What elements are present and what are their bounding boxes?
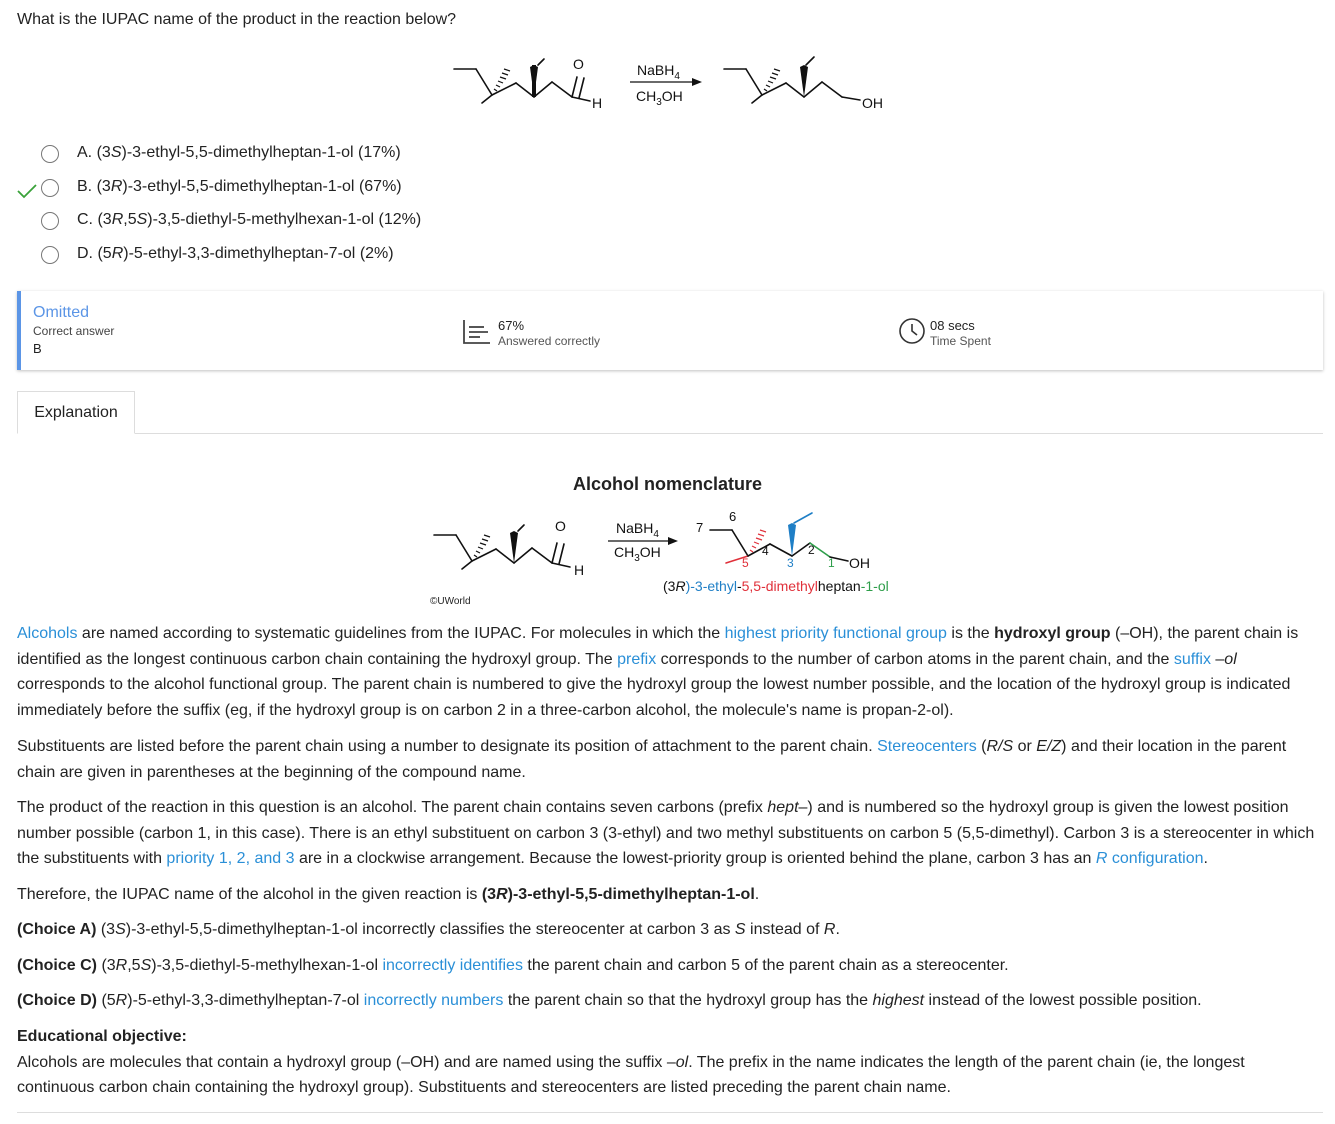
tab-explanation[interactable]: Explanation: [17, 391, 135, 434]
correct-answer-value: B: [33, 341, 42, 356]
reaction-scheme: [440, 45, 900, 125]
reagent-bottom: $CH_3OH$: [636, 88, 683, 108]
choice-c[interactable]: [17, 207, 717, 241]
choice-a-explanation: (Choice A) (3S)-3-ethyl-5,5-dimethylheptan-1-ol incorrectly classifies the stereocenter at carbon 3 as S instead of R.: [17, 921, 840, 938]
link-prefix[interactable]: prefix: [617, 650, 657, 668]
correct-check-icon: [17, 183, 37, 199]
question-text: What is the IUPAC name of the product in the reaction below?: [17, 11, 457, 28]
nomenclature-figure: [420, 505, 940, 595]
carbon-number-7: 7: [696, 520, 704, 535]
link-alcohols[interactable]: Alcohols: [17, 625, 78, 642]
choice-d[interactable]: [17, 241, 717, 275]
choice-d-explanation: (Choice D) (5R)-5-ethyl-3,3-dimethylheptan-7-ol incorrectly numbers the parent chain so that the hydroxyl group has the highest instead of the lowest possible position.: [17, 992, 1202, 1009]
carbon-number-4: 4: [762, 544, 769, 558]
fig-aldehyde-o: O: [555, 518, 566, 534]
bar-chart-icon: [462, 318, 492, 346]
product-oh-label: OH: [862, 95, 883, 111]
radio-button[interactable]: [41, 179, 59, 197]
answer-choices: [17, 140, 717, 274]
link-stereocenters[interactable]: Stereocenters: [877, 738, 977, 755]
time-spent-label: Time Spent: [930, 334, 991, 348]
reagent-top: NaBH$_4$: [637, 62, 680, 82]
choice-b[interactable]: [17, 174, 717, 208]
stats-bar: [17, 291, 1323, 370]
percent-correct-label: Answered correctly: [498, 334, 601, 348]
correct-answer-label: Correct answer: [33, 324, 115, 338]
choice-label[interactable]: B. (3R)-3-ethyl-5,5-dimethylheptan-1-ol (67%): [77, 177, 402, 195]
aldehyde-o-label: O: [573, 56, 584, 72]
choice-label[interactable]: C. (3R,5S)-3,5-diethyl-5-methylhexan-1-ol (12%): [77, 211, 422, 228]
aldehyde-h-label: H: [592, 95, 603, 111]
fig-reagent-top: NaBH$_4$: [616, 520, 659, 540]
percent-correct-value: 67%: [498, 318, 525, 333]
carbon-number-2: 2: [808, 543, 815, 557]
educational-objective-heading: Educational objective:: [17, 1028, 187, 1045]
radio-button[interactable]: [41, 212, 59, 230]
link-r-configuration[interactable]: R configuration: [1095, 850, 1204, 867]
bottom-divider: [17, 1112, 1323, 1113]
clock-icon: [898, 317, 926, 345]
tab-divider: [135, 433, 1323, 434]
carbon-number-5: 5: [742, 556, 749, 570]
choice-c-explanation: (Choice C) (3R,5S)-3,5-diethyl-5-methylhexan-1-ol incorrectly identifies the parent chain and carbon 5 of the parent chain as a stereocenter.: [17, 957, 1009, 974]
figure-title: Alcohol nomenclature: [572, 474, 763, 494]
carbon-number-6: 6: [729, 509, 737, 524]
product-name: (3R)-3-ethyl-5,5-dimethylheptan-1-ol: [663, 578, 889, 594]
choice-label[interactable]: D. (5R)-5-ethyl-3,3-dimethylheptan-7-ol (2%): [77, 244, 394, 262]
copyright-label: ©UWorld: [430, 596, 471, 607]
link-priority[interactable]: priority 1, 2, and 3: [166, 850, 295, 867]
radio-button[interactable]: [41, 246, 59, 264]
link-highest-priority-group[interactable]: highest priority functional group: [724, 625, 947, 642]
reaction-arrow: [692, 78, 702, 86]
choice-label[interactable]: A. (3S)-3-ethyl-5,5-dimethylheptan-1-ol (17%): [77, 144, 401, 161]
fig-product-oh: OH: [849, 555, 870, 571]
educational-objective: Educational objective: Alcohols are molecules that contain a hydroxyl group (–OH) and are named using the suffix –ol. The prefix in the name indicates the length of the parent chain (ie, the longest continuous carbon chain containing the hydroxyl group). Substituents and stereocenters are listed preceding the parent chain name.: [17, 1028, 1245, 1096]
fig-reagent-bottom: $CH_3OH$: [614, 544, 661, 564]
carbon-number-3: 3: [787, 556, 794, 570]
explanation-paragraph-2: Substituents are listed before the parent chain using a number to designate its position of attachment to the parent chain. Stereocenters (R/S or E/Z) and their location in the parent chain are given in parentheses at the beginning of the compound name.: [17, 738, 1287, 781]
fig-aldehyde-h: H: [574, 562, 585, 578]
carbon-number-1: 1: [828, 556, 835, 570]
time-spent-value: 08 secs: [930, 318, 975, 333]
explanation-paragraph-1: Alcohols are named according to systematic guidelines from the IUPAC. For molecules in which the highest priority functional group is the hydroxyl group (–OH), the parent chain is identified as the longest continuous carbon chain containing the hydroxyl group. The prefix corresponds to the number of carbon atoms in the parent chain, and the suffix –ol corresponds to the alcohol functional group. The parent chain is numbered to give the hydroxyl group the lowest number possible, and the location of the hydroxyl group is indicated immediately before the suffix (eg, if the hydroxyl group is on carbon 2 in a three-carbon alcohol, the molecule's name is propan-2-ol).: [17, 625, 1299, 719]
link-suffix[interactable]: suffix: [1173, 650, 1211, 668]
link-incorrectly-identifies[interactable]: incorrectly identifies: [382, 957, 523, 974]
link-incorrectly-numbers[interactable]: incorrectly numbers: [363, 992, 504, 1009]
radio-button[interactable]: [41, 145, 59, 163]
fig-reaction-arrow: [668, 537, 678, 545]
status-label: Omitted: [33, 304, 90, 321]
choice-a[interactable]: [17, 140, 717, 174]
explanation-paragraph-4: Therefore, the IUPAC name of the alcohol in the given reaction is (3R)-3-ethyl-5,5-dimethylheptan-1-ol.: [17, 886, 760, 903]
explanation-paragraph-3: The product of the reaction in this question is an alcohol. The parent chain contains seven carbons (prefix hept–) and is numbered so the hydroxyl group is given the lowest position number possible (carbon 1, in this case). There is an ethyl substituent on carbon 3 (3-ethyl) and two methyl substituents on carbon 5 (5,5-dimethyl). Carbon 3 is a stereocenter in which the substituents with priority 1, 2, and 3 are in a clockwise arrangement. Because the lowest-priority group is oriented behind the plane, carbon 3 has an R configuration.: [17, 799, 1315, 867]
